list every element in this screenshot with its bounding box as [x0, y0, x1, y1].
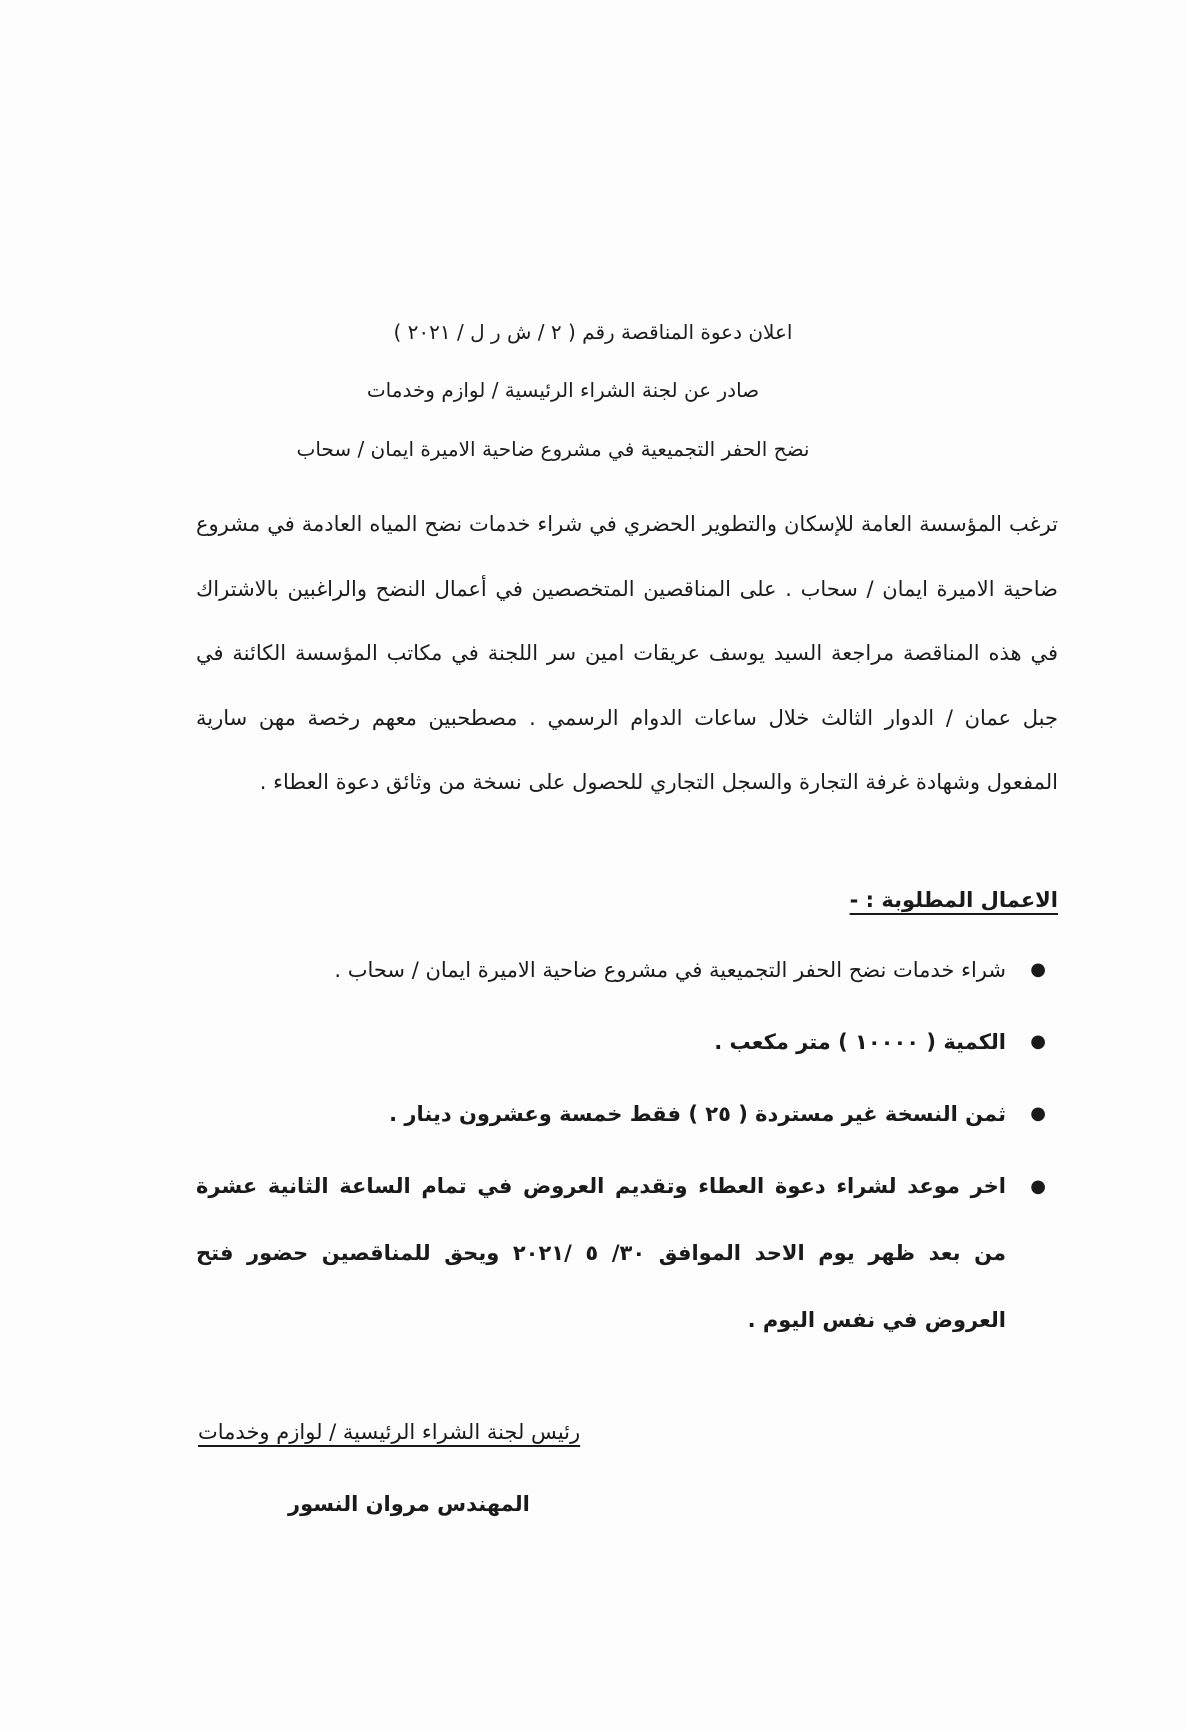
list-item — [196, 955, 1058, 985]
bullet-dot-icon: ● — [1030, 959, 1046, 980]
bullet-dot-icon: ● — [1030, 1103, 1046, 1124]
list-item — [196, 1027, 1058, 1057]
list-item-text: شراء خدمات نضح الحفر التجميعية في مشروع ضاحية الاميرة ايمان / سحاب . — [334, 958, 1006, 982]
tender-subject-line: نضح الحفر التجميعية في مشروع ضاحية الاميرة ايمان / سحاب — [296, 437, 810, 461]
bullet-dot-icon: ● — [1030, 1176, 1046, 1197]
announcement-body-paragraph: ترغب المؤسسة العامة للإسكان والتطوير الحضري في شراء خدمات نضح المياه العادمة في مشروع ضاحية الاميرة ايمان / سحاب . على المناقصين المتخصصين في أعمال النضح والراغبين بالاشتراك في هذه المناقصة مراجعة السيد يوسف عريقات امين سر اللجنة في مكاتب المؤسسة الكائنة في جبل عمان / الدوار الثالث خلال ساعات الدوام الرسمي . مصطحبين معهم رخصة مهن سارية المفعول وشهادة غرفة التجارة والسجل التجاري للحصول على نسخة من وثائق دعوة العطاء . — [196, 512, 1058, 795]
list-item — [196, 1099, 1058, 1129]
required-works-list — [196, 955, 1058, 1354]
issuing-committee-line: صادر عن لجنة الشراء الرئيسية / لوازم وخدمات — [366, 378, 760, 402]
list-item-text: ثمن النسخة غير مستردة ( ٢٥ ) فقط خمسة وعشرون دينار . — [389, 1102, 1006, 1126]
signature-committee-title: رئيس لجنة الشراء الرئيسية / لوازم وخدمات — [198, 1420, 581, 1444]
required-works-heading: الاعمال المطلوبة : - — [849, 888, 1058, 912]
bullet-dot-icon: ● — [1030, 1031, 1046, 1052]
tender-announcement-title: اعلان دعوة المناقصة رقم ( ٢ / ش ر ل / ٢٠٢١ ) — [393, 320, 793, 344]
list-item-text: الكمية ( ١٠٠٠٠ ) متر مكعب . — [714, 1030, 1006, 1054]
list-item — [196, 1153, 1058, 1354]
list-item-text: اخر موعد لشراء دعوة العطاء وتقديم العروض في تمام الساعة الثانية عشرة من بعد ظهر يوم الاحد الموافق ٣٠/ ٥ /٢٠٢١ ويحق للمناقصين حضور فتح العروض في نفس اليوم . — [196, 1174, 1007, 1332]
signatory-name: المهندس مروان النسور — [288, 1492, 530, 1516]
